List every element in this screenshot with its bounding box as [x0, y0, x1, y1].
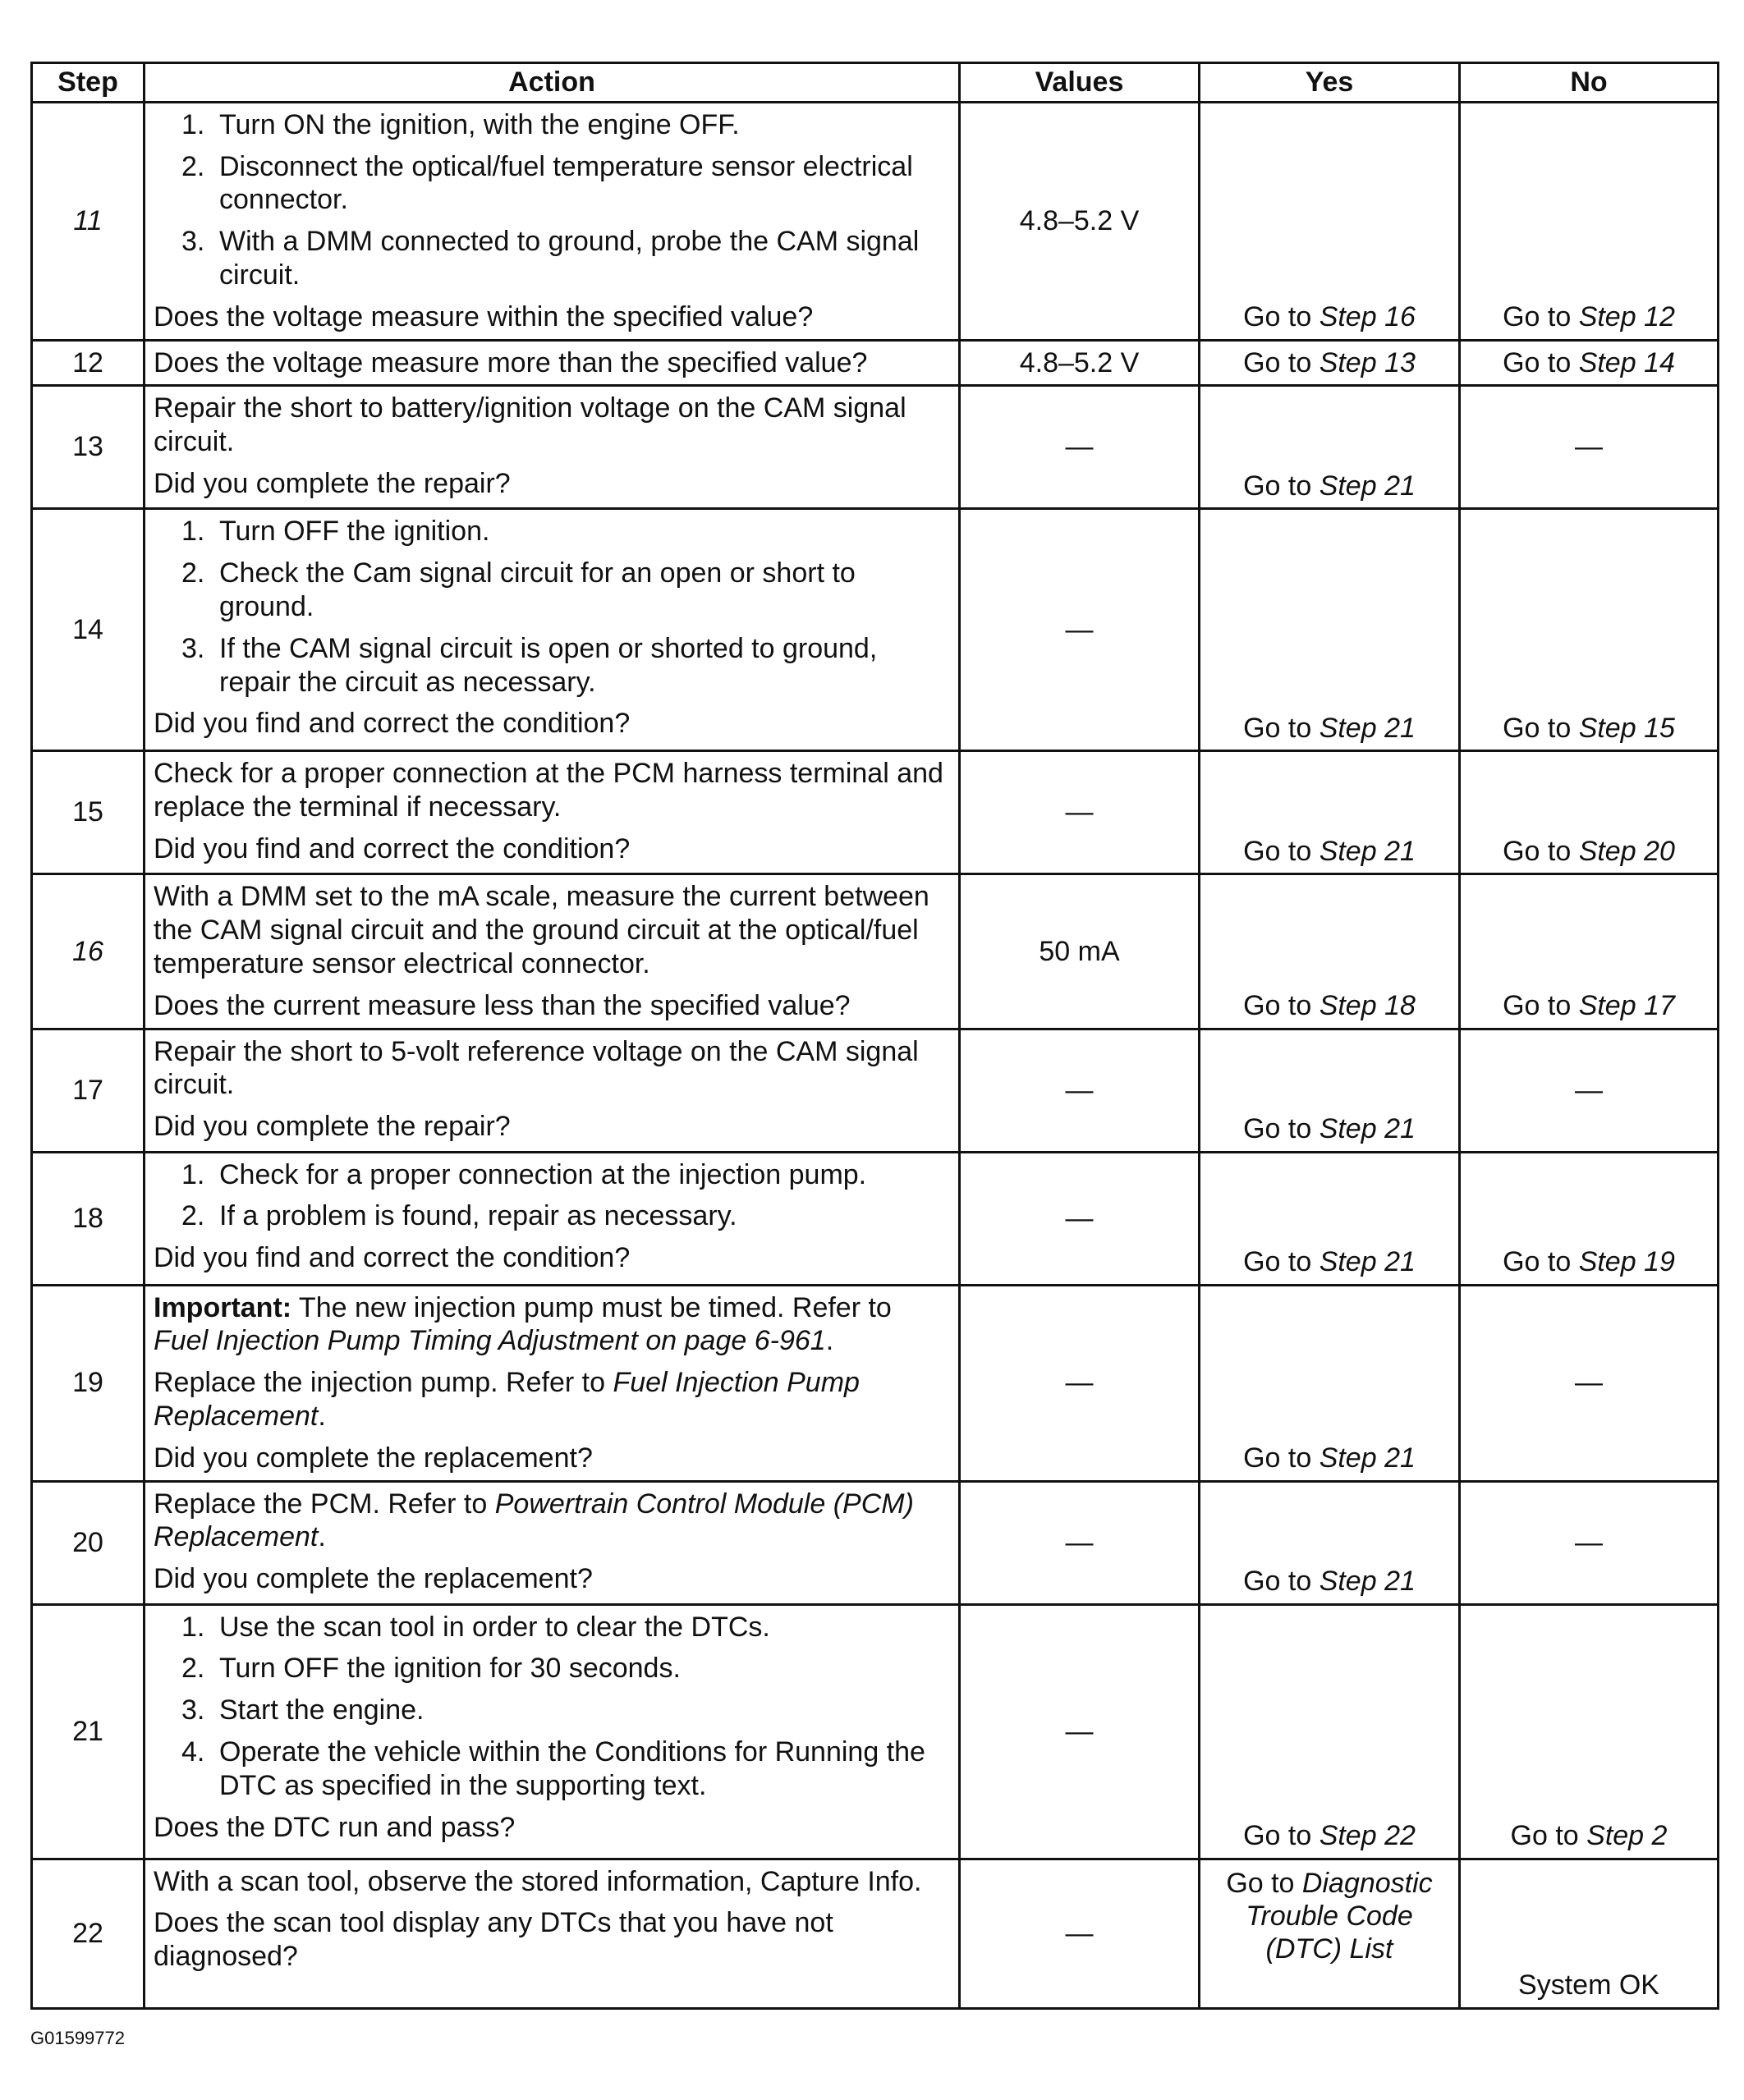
table-row: [32, 386, 1719, 509]
yes-link: Diagnostic Trouble Code (DTC) List: [1246, 1867, 1433, 1965]
table-row: [32, 1029, 1719, 1152]
value-cell: —: [960, 1029, 1200, 1152]
step-number: 15: [32, 751, 145, 874]
step-number: 20: [32, 1481, 145, 1604]
action-text: Replace the injection pump. Refer to Fuel Injection Pump Replacement.: [154, 1367, 860, 1432]
step-number: 19: [32, 1285, 145, 1481]
action-cell: [145, 1859, 960, 2008]
no-cell: Go to Step 14: [1460, 340, 1719, 386]
yes-link: Step 21: [1319, 1245, 1416, 1277]
table-row: [32, 1859, 1719, 2008]
no-cell: —: [1460, 1285, 1719, 1481]
action-step: 3. If the CAM signal circuit is open or shorted to ground, repair the circuit as necessary.: [181, 632, 878, 698]
action-step: 1. Turn ON the ignition, with the engine OFF.: [181, 108, 740, 140]
action-question: Did you complete the repair?: [154, 467, 511, 499]
no-link: Step 14: [1578, 346, 1675, 378]
step-number: 22: [32, 1859, 145, 2008]
no-link: Step 15: [1578, 712, 1675, 744]
header-no: No: [1460, 63, 1719, 103]
action-question: Does the DTC run and pass?: [154, 1811, 516, 1843]
no-cell: Go to Step 17: [1460, 874, 1719, 1029]
action-cell: [145, 1152, 960, 1285]
no-cell: Go to Step 2: [1460, 1604, 1719, 1859]
step-number: 14: [32, 509, 145, 751]
action-cell: [145, 509, 960, 751]
yes-cell: Go to Step 21: [1200, 751, 1460, 874]
action-step: 3. Start the engine.: [181, 1694, 425, 1726]
action-cell: [145, 1285, 960, 1481]
action-step: 2. Disconnect the optical/fuel temperature sensor electrical connector.: [181, 150, 913, 216]
yes-cell: Go to Step 18: [1200, 874, 1460, 1029]
no-cell: Go to Step 19: [1460, 1152, 1719, 1285]
table-row: [32, 102, 1719, 340]
action-step: 1. Use the scan tool in order to clear the DTCs.: [181, 1611, 770, 1643]
value-cell: 50 mA: [960, 874, 1200, 1029]
no-cell: —: [1460, 1481, 1719, 1604]
yes-cell: Go to Step 21: [1200, 509, 1460, 751]
step-number: 12: [32, 340, 145, 386]
yes-link: Step 18: [1319, 989, 1416, 1021]
value-cell: —: [960, 1481, 1200, 1604]
action-cell: [145, 340, 960, 386]
yes-link: Step 22: [1319, 1819, 1416, 1851]
action-cell: [145, 751, 960, 874]
yes-cell: Go to Step 21: [1200, 1285, 1460, 1481]
value-cell: 4.8–5.2 V: [960, 340, 1200, 386]
action-cell: [145, 1604, 960, 1859]
yes-link: Step 21: [1319, 470, 1416, 502]
yes-link: Step 21: [1319, 712, 1416, 744]
value-cell: 4.8–5.2 V: [960, 102, 1200, 340]
action-text: Repair the short to battery/ignition voltage on the CAM signal circuit.: [154, 392, 906, 458]
action-cell: [145, 1481, 960, 1604]
no-link: Step 12: [1578, 300, 1675, 332]
no-cell: —: [1460, 386, 1719, 509]
action-text: With a DMM set to the mA scale, measure the current between the CAM signal circuit and the ground circuit at the optical/fuel temperature sensor electrical connector.: [154, 881, 929, 979]
action-steps: [154, 1158, 950, 1234]
action-step: 1. Turn OFF the ignition.: [181, 516, 490, 548]
action-text: Replace the PCM. Refer to Powertrain Control Module (PCM) Replacement.: [154, 1488, 914, 1553]
no-cell: Go to Step 12: [1460, 102, 1719, 340]
table-row: [32, 1152, 1719, 1285]
yes-link: Step 21: [1319, 835, 1416, 867]
table-row: [32, 1604, 1719, 1859]
action-question: Did you find and correct the condition?: [154, 1242, 631, 1274]
value-cell: —: [960, 1285, 1200, 1481]
header-yes: Yes: [1200, 63, 1460, 103]
action-text: Check for a proper connection at the PCM harness terminal and replace the terminal if necessary.: [154, 758, 943, 823]
no-cell: Go to Step 15: [1460, 509, 1719, 751]
action-question: Does the current measure less than the specified value?: [154, 989, 851, 1021]
value-cell: —: [960, 1859, 1200, 2008]
value-cell: —: [960, 751, 1200, 874]
table-row: [32, 1285, 1719, 1481]
step-number: 17: [32, 1029, 145, 1152]
action-step: 3. With a DMM connected to ground, probe the CAM signal circuit.: [181, 226, 920, 291]
action-question: Did you find and correct the condition?: [154, 708, 631, 740]
action-step: 1. Check for a proper connection at the injection pump.: [181, 1158, 867, 1190]
value-cell: —: [960, 1152, 1200, 1285]
action-steps: [154, 108, 950, 292]
reference-link: Fuel Injection Pump Replacement: [154, 1367, 860, 1432]
action-question: Did you complete the replacement?: [154, 1442, 593, 1474]
value-cell: —: [960, 1604, 1200, 1859]
action-step: 2. Turn OFF the ignition for 30 seconds.: [181, 1653, 681, 1685]
action-question: Did you find and correct the condition?: [154, 832, 631, 864]
no-link: Step 2: [1586, 1819, 1668, 1851]
yes-cell: Go to Step 21: [1200, 386, 1460, 509]
diagnostic-table: [30, 62, 1719, 2010]
yes-link: Step 13: [1319, 346, 1416, 378]
action-steps: [154, 1611, 950, 1803]
action-cell: [145, 386, 960, 509]
action-step: 2. If a problem is found, repair as necessary.: [181, 1200, 737, 1232]
header-values: Values: [960, 63, 1200, 103]
step-number: 18: [32, 1152, 145, 1285]
yes-link: Step 21: [1319, 1442, 1416, 1474]
important-note: Important: The new injection pump must be timed. Refer to Fuel Injection Pump Timing Adjustment on page 6-961.: [154, 1291, 892, 1357]
action-question: Does the voltage measure within the specified value?: [154, 300, 814, 332]
header-step: Step: [32, 63, 145, 103]
action-cell: [145, 1029, 960, 1152]
important-label: Important:: [154, 1291, 292, 1323]
no-link: Step 17: [1578, 989, 1675, 1021]
reference-link: Fuel Injection Pump Timing Adjustment on page 6-961: [154, 1325, 826, 1357]
yes-cell: Go to Step 16: [1200, 102, 1460, 340]
yes-cell: Go to Diagnostic Trouble Code (DTC) List: [1200, 1859, 1460, 2008]
action-cell: [145, 102, 960, 340]
action-question: Did you complete the replacement?: [154, 1563, 593, 1595]
no-link: Step 20: [1578, 835, 1675, 867]
yes-link: Step 16: [1319, 300, 1416, 332]
table-row: [32, 874, 1719, 1029]
action-step: 2. Check the Cam signal circuit for an open or short to ground.: [181, 557, 856, 622]
reference-link: Powertrain Control Module (PCM) Replacement: [154, 1488, 914, 1553]
action-text: With a scan tool, observe the stored information, Capture Info.: [154, 1865, 922, 1897]
table-row: [32, 1481, 1719, 1604]
yes-cell: Go to Step 13: [1200, 340, 1460, 386]
figure-id: G01599772: [30, 2028, 125, 2048]
yes-cell: Go to Step 22: [1200, 1604, 1460, 1859]
action-question: Does the scan tool display any DTCs that you have not diagnosed?: [154, 1907, 833, 1973]
action-cell: [145, 874, 960, 1029]
yes-cell: Go to Step 21: [1200, 1481, 1460, 1604]
no-cell: Go to Step 20: [1460, 751, 1719, 874]
action-text: Repair the short to 5-volt reference voltage on the CAM signal circuit.: [154, 1035, 919, 1101]
no-cell: —: [1460, 1029, 1719, 1152]
no-cell: System OK: [1460, 1859, 1719, 2008]
action-question: Does the voltage measure more than the specified value?: [154, 346, 868, 378]
action-question: Did you complete the repair?: [154, 1111, 511, 1143]
step-number: 11: [32, 102, 145, 340]
yes-cell: Go to Step 21: [1200, 1029, 1460, 1152]
table-row: [32, 340, 1719, 386]
table-row: [32, 751, 1719, 874]
table-row: [32, 509, 1719, 751]
yes-link: Step 21: [1319, 1565, 1416, 1597]
header-action: Action: [145, 63, 960, 103]
no-link: Step 19: [1578, 1245, 1675, 1277]
step-number: 16: [32, 874, 145, 1029]
yes-cell: Go to Step 21: [1200, 1152, 1460, 1285]
value-cell: —: [960, 386, 1200, 509]
table-header-row: [32, 63, 1719, 103]
step-number: 13: [32, 386, 145, 509]
yes-link: Step 21: [1319, 1112, 1416, 1144]
action-steps: [154, 515, 950, 699]
step-number: 21: [32, 1604, 145, 1859]
value-cell: —: [960, 509, 1200, 751]
action-step: 4. Operate the vehicle within the Conditions for Running the DTC as specified in the supporting text.: [181, 1735, 925, 1801]
